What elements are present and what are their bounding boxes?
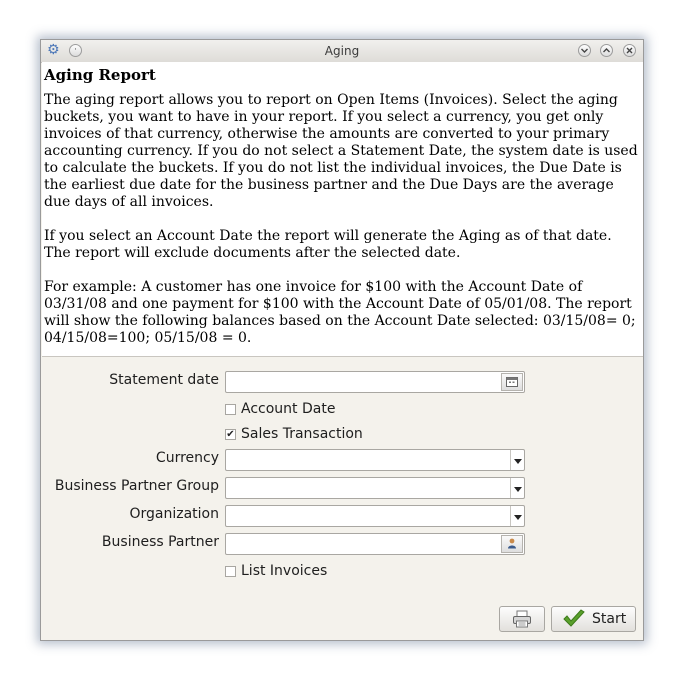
calendar-button[interactable] (501, 373, 523, 391)
title-bar (41, 40, 643, 63)
description-paragraph: The aging report allows you to report on Open Items (Invoices). Select the aging buckets, you want to have in your report. If you select a currency, you get only invoices of that currency, otherwise the amounts are converted to your primary accounting currency. If you do not select a Statement Date, the system date is used to calculate the buckets. If you do not list the individual invoices, the Due Date is the earliest due date for the business partner and the Due Days are the average due days of all invoices. (44, 92, 638, 210)
maximize-button[interactable] (600, 44, 613, 57)
start-button-label: Start (592, 611, 627, 627)
person-icon (507, 538, 517, 549)
close-icon (625, 46, 634, 55)
chevron-down-icon[interactable] (510, 506, 524, 526)
currency-select[interactable] (225, 449, 525, 471)
chevron-down-icon[interactable] (510, 478, 524, 498)
description-paragraph: If you select an Account Date the report will generate the Aging as of that date. The report will exclude documents after the selected date. (44, 228, 612, 261)
bp-group-select[interactable] (225, 477, 525, 499)
aging-window (40, 39, 644, 641)
list-invoices-label: List Invoices (241, 563, 328, 579)
chevron-down-icon[interactable] (510, 450, 524, 470)
close-button[interactable] (623, 44, 636, 57)
check-mark: ✔ (226, 429, 235, 440)
business-partner-label: Business Partner (101, 534, 219, 550)
bp-group-label: Business Partner Group (54, 478, 219, 494)
chevron-down-icon (580, 46, 589, 55)
check-icon (562, 609, 586, 629)
sales-transaction-label: Sales Transaction (241, 426, 363, 442)
minimize-button[interactable] (578, 44, 591, 57)
business-partner-lookup-button[interactable] (501, 535, 523, 553)
report-description (42, 62, 643, 357)
currency-label: Currency (155, 450, 219, 466)
report-heading: Aging Report (44, 66, 156, 84)
gear-icon[interactable]: ⚙ (47, 42, 60, 58)
statement-date-field[interactable] (225, 371, 525, 393)
statement-date-label: Statement date (109, 372, 219, 388)
chevron-up-icon (602, 46, 611, 55)
business-partner-field[interactable] (225, 533, 525, 555)
description-paragraph: For example: A customer has one invoice for $100 with the Account Date of 03/31/08 and one payment for $100 with the Account Date of 05/01/08. The report will show the following balances based on the Account Date selected: 03/15/08= 0; 04/15/08=100; 05/15/08 = 0. (44, 279, 636, 346)
organization-select[interactable] (225, 505, 525, 527)
print-button[interactable] (499, 606, 545, 632)
start-button[interactable] (551, 606, 636, 632)
account-date-label: Account Date (241, 401, 336, 417)
printer-icon (512, 610, 532, 628)
sales-transaction-checkbox[interactable] (225, 429, 236, 440)
calendar-icon (506, 376, 518, 387)
organization-label: Organization (129, 506, 219, 522)
account-date-checkbox[interactable] (225, 404, 236, 415)
window-title: Aging (324, 44, 360, 58)
list-invoices-checkbox[interactable] (225, 566, 236, 577)
window-menu-button[interactable]: · (69, 44, 82, 57)
